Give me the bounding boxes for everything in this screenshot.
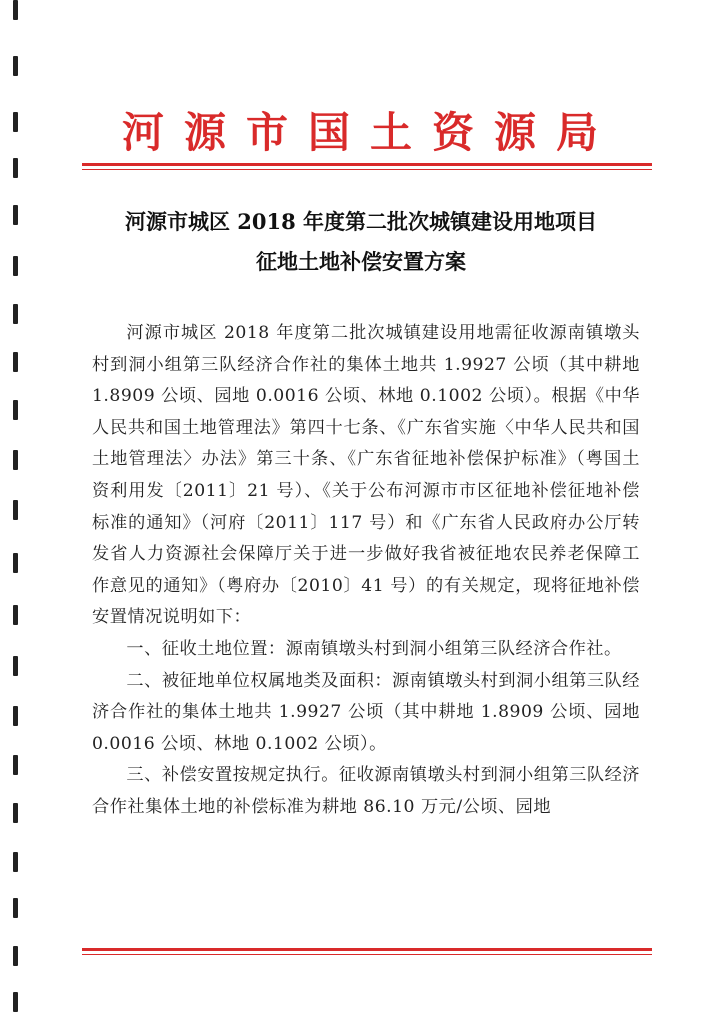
binding-hole (13, 946, 18, 966)
footer-rule-thin (82, 954, 652, 955)
document-title-line2: 征地土地补偿安置方案 (256, 249, 466, 274)
binding-hole (13, 500, 18, 520)
binding-hole (13, 803, 18, 823)
binding-hole (13, 158, 18, 178)
binding-hole (13, 605, 18, 625)
binding-hole (13, 304, 18, 324)
binding-hole (13, 656, 18, 676)
footer-rule-thick (82, 948, 652, 951)
binding-hole (13, 852, 18, 872)
body-paragraph-compensation: 三、补偿安置按规定执行。征收源南镇墩头村到洞小组第三队经济合作社集体土地的补偿标准为耕地 86.10 万元/公顷、园地 (92, 765, 640, 817)
document-body (92, 318, 640, 824)
document-title-line1: 河源市城区 2018 年度第二批次城镇建设用地项目 (124, 209, 598, 234)
binding-hole (13, 0, 18, 20)
letterhead-rule-thin (82, 169, 652, 170)
binding-hole (13, 450, 18, 470)
body-paragraph-intro: 河源市城区 2018 年度第二批次城镇建设用地需征收源南镇墩头村到洞小组第三队经济合作社的集体土地共 1.9927 公顷（其中耕地 1.8909 公顷、园地 0.0016 公顷、林地 0.1002 公顷）。根据《中华人民共和国土地管理法》第四十七条、《广东省实施〈中华人民共和国土地管理法〉办法》第三十条、《广东省征地补偿保护标准》（粤国土资利用发〔2011〕21 号）、《关于公布河源市市区征地补偿征地补偿标准的通知》（河府〔2011〕117 号）和《广东省人民政府办公厅转发省人力资源社会保障厅关于进一步做好我省被征地农民养老保障工作意见的通知》（粤府办〔2010〕41 号）的有关规定，现将征地补偿安置情况说明如下： (92, 323, 640, 628)
binding-hole (13, 56, 18, 76)
body-paragraph-area: 二、被征地单位权属地类及面积：源南镇墩头村到洞小组第三队经济合作社的集体土地共 1.9927 公顷（其中耕地 1.8909 公顷、园地 0.0016 公顷、林地 0.1002 公顷）。 (92, 670, 640, 754)
binding-hole (13, 553, 18, 573)
binding-hole (13, 706, 18, 726)
letterhead-org-name: 河源市国土资源局 (121, 108, 618, 157)
binding-hole (13, 352, 18, 372)
body-paragraph-location: 一、征收土地位置：源南镇墩头村到洞小组第三队经济合作社。 (126, 638, 622, 659)
binding-hole (13, 400, 18, 420)
binding-hole (13, 755, 18, 775)
binding-hole (13, 992, 18, 1012)
binding-hole (13, 898, 18, 918)
letterhead-rule-thick (82, 163, 652, 166)
